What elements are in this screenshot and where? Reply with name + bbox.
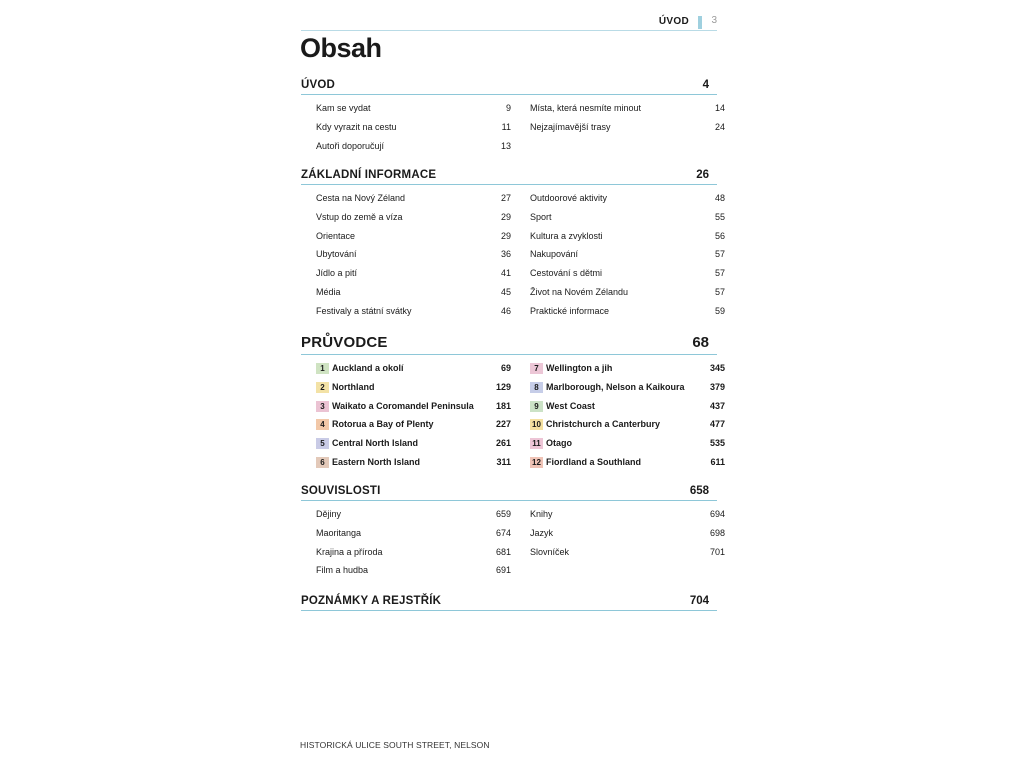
entry-page-number: 59 [714,305,725,316]
section-header [301,164,717,185]
section-poznamky-a-rejstrik [301,590,717,611]
entry-label: Kultura a zvyklosti [530,230,603,241]
entry-page-number: 57 [714,249,725,260]
entry-label: Wellington a jih [546,363,613,373]
region-entry[interactable] [316,434,511,453]
region-entry[interactable] [530,434,725,453]
entries-right-column [530,505,725,561]
toc-entry[interactable] [530,264,725,283]
region-number-badge: 12 [530,457,543,468]
section-page-number: 68 [692,334,709,351]
entry-label: Festivaly a státní svátky [316,305,412,316]
entry-page-number: 129 [495,381,511,392]
region-number-badge: 10 [530,419,543,430]
entries-left-column [316,99,511,155]
section-page-number: 704 [689,595,709,607]
toc-entry[interactable] [316,137,511,156]
entry-page-number: 261 [495,438,511,449]
toc-entry[interactable] [316,561,511,580]
toc-entry[interactable] [316,99,511,118]
entry-label: Kam se vydat [316,103,371,113]
section-pruvodce [301,330,725,467]
entries-left-column [316,505,511,580]
entry-label: Outdoorové aktivity [530,193,608,203]
toc-entry[interactable] [530,543,725,562]
toc-entry[interactable] [530,189,725,208]
toc-entry[interactable] [316,227,511,246]
entry-page-number: 46 [500,305,511,316]
region-number-badge: 7 [530,363,543,374]
toc-entry[interactable] [530,227,725,246]
section-page-number: 4 [702,79,709,91]
entry-page-number: 701 [709,546,725,557]
toc-entry[interactable] [316,505,511,524]
toc-entry[interactable] [530,118,725,137]
section-souvislosti [301,480,725,576]
entry-label: Dějiny [316,509,342,519]
entry-page-number: 29 [500,211,511,222]
region-number-badge: 5 [316,438,329,449]
entry-label: Fiordland a Southland [546,456,641,467]
running-header-bar [698,16,702,29]
entry-page-number: 45 [500,286,511,297]
entry-label: Knihy [530,509,553,519]
region-number-badge: 11 [530,438,543,449]
toc-entry[interactable] [530,524,725,543]
photo-caption: HISTORICKÁ ULICE SOUTH STREET, NELSON [300,740,490,750]
region-number-badge: 8 [530,382,543,393]
entry-page-number: 36 [500,249,511,260]
entry-label: Northland [332,381,375,392]
entry-label: Auckland a okolí [332,363,404,373]
entry-page-number: 41 [500,268,511,279]
region-number-badge: 2 [316,382,329,393]
entry-page-number: 535 [709,438,725,449]
toc-entry[interactable] [530,245,725,264]
entry-page-number: 345 [709,363,725,373]
entry-label: Sport [530,211,552,222]
entry-label: Média [316,286,341,297]
toc-entry[interactable] [530,302,725,321]
toc-entry[interactable] [316,302,511,321]
region-entry[interactable] [316,397,511,416]
region-entry[interactable] [530,359,725,378]
entry-label: Autoři doporučují [316,140,385,151]
entry-page-number: 674 [495,527,511,538]
entry-page-number: 14 [714,103,725,113]
region-entry[interactable] [530,378,725,397]
section-title[interactable]: ZÁKLADNÍ INFORMACE [301,169,437,181]
entry-label: Orientace [316,230,356,241]
toc-entry[interactable] [530,208,725,227]
entry-page-number: 9 [505,103,511,113]
section-header [301,74,717,95]
section-title[interactable]: PRŮVODCE [301,334,388,351]
region-entry[interactable] [316,415,511,434]
entry-page-number: 48 [714,193,725,203]
entry-label: Kdy vyrazit na cestu [316,121,397,132]
region-entry[interactable] [530,453,725,472]
region-number-badge: 9 [530,401,543,412]
entry-page-number: 227 [495,419,511,430]
entry-page-number: 437 [709,400,725,411]
section-header [301,330,717,355]
entry-page-number: 55 [714,211,725,222]
page-title: Obsah [300,33,382,63]
entry-page-number: 379 [709,381,725,392]
section-header [301,590,717,611]
section-title[interactable]: POZNÁMKY A REJSTŘÍK [301,595,442,607]
entry-label: Maoritanga [316,527,362,538]
entry-label: Nejzajímavější trasy [530,121,611,132]
section-zakladni-informace [301,164,725,316]
entry-page-number: 181 [495,400,511,411]
toc-entry[interactable] [530,283,725,302]
section-page-number: 26 [696,169,709,181]
toc-entry[interactable] [316,524,511,543]
section-title[interactable]: ÚVOD [301,79,336,91]
region-number-badge: 4 [316,419,329,430]
page-number: 3 [711,15,717,26]
region-number-badge: 3 [316,401,329,412]
section-uvod [301,74,725,151]
entry-page-number: 27 [500,193,511,203]
entry-page-number: 694 [709,509,725,519]
entry-page-number: 57 [714,286,725,297]
toc-entry[interactable] [316,208,511,227]
entry-label: Marlborough, Nelson a Kaikoura [546,381,685,392]
entry-label: Jazyk [530,527,554,538]
entry-label: Ubytování [316,249,357,260]
toc-entry[interactable] [316,189,511,208]
entry-page-number: 611 [710,456,725,467]
entry-label: Místa, která nesmíte minout [530,103,642,113]
entry-page-number: 57 [714,268,725,279]
entry-page-number: 691 [495,565,511,576]
entry-label: Život na Novém Zélandu [530,286,629,297]
toc-entry[interactable] [316,245,511,264]
toc-entry[interactable] [316,264,511,283]
region-entry[interactable] [316,359,511,378]
entry-label: Cesta na Nový Zéland [316,193,406,203]
entry-label: West Coast [546,400,595,411]
entry-page-number: 311 [496,456,511,467]
entry-page-number: 24 [714,121,725,132]
entry-page-number: 13 [500,140,511,151]
entry-label: Central North Island [332,438,419,449]
regions-left-column [316,359,511,472]
entry-page-number: 69 [500,363,511,373]
entry-label: Jídlo a pití [316,268,358,279]
entry-label: Slovníček [530,546,570,557]
entry-page-number: 11 [501,121,511,132]
regions-right-column [530,359,725,472]
region-number-badge: 1 [316,363,329,374]
entry-label: Eastern North Island [332,456,421,467]
toc-entry[interactable] [316,283,511,302]
entry-label: Cestování s dětmi [530,268,603,279]
entry-label: Film a hudba [316,565,369,576]
entry-label: Nakupování [530,249,579,260]
entry-page-number: 56 [714,230,725,241]
region-entry[interactable] [530,415,725,434]
entry-label: Waikato a Coromandel Peninsula [332,400,474,411]
region-number-badge: 6 [316,457,329,468]
toc-entry[interactable] [530,99,725,118]
entry-label: Vstup do země a víza [316,211,403,222]
toc-entry[interactable] [316,543,511,562]
entry-label: Praktické informace [530,305,610,316]
entry-page-number: 659 [495,509,511,519]
entry-label: Rotorua a Bay of Plenty [332,419,434,430]
entry-label: Christchurch a Canterbury [546,419,661,430]
region-entry[interactable] [316,453,511,472]
toc-entry[interactable] [530,505,725,524]
entry-page-number: 698 [709,527,725,538]
toc-entry[interactable] [316,118,511,137]
region-entry[interactable] [316,378,511,397]
entries-right-column [530,189,725,321]
section-title[interactable]: SOUVISLOSTI [301,485,381,497]
entries-left-column [316,189,511,321]
region-entry[interactable] [530,397,725,416]
entry-page-number: 681 [495,546,511,557]
running-header-label: ÚVOD [658,16,689,27]
entry-label: Otago [546,438,572,449]
running-header [301,14,717,31]
section-page-number: 658 [689,485,709,497]
entries-right-column [530,99,725,137]
entry-page-number: 29 [500,230,511,241]
entry-page-number: 477 [709,419,725,430]
section-header [301,480,717,501]
entry-label: Krajina a příroda [316,546,383,557]
